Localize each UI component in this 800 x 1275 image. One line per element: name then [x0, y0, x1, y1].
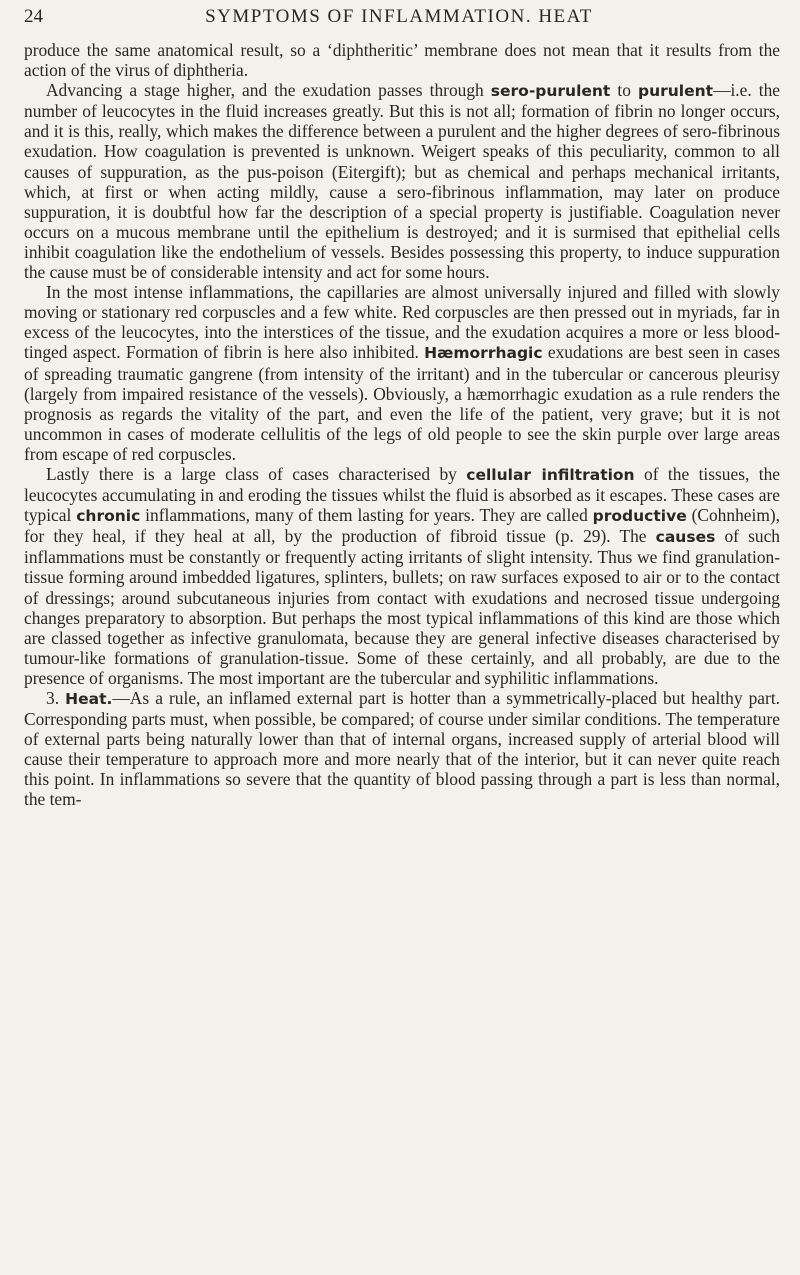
- paragraph: produce the same anatomical result, so a ‘diphtheritic’ membrane does not mean that it results from the action of the virus of diphtheria.: [24, 40, 780, 81]
- term-heat: Heat.: [65, 690, 113, 708]
- paragraph: Lastly there is a large class of cases characterised by cellular infiltration of the tissues, the leucocytes accumulating in and eroding the tissues whilst the fluid is absorbed as it escapes. These cases are typical chronic inflammations, many of them lasting for years. They are called productive (Cohnheim), for they heal, if they heal at all, by the production of fibroid tissue (p. 29). The causes of such inflammations must be constantly or frequently acting irritants of slight intensity. Thus we find granulation-tissue forming around imbedded ligatures, splinters, bullets; on raw surfaces exposed to air or to the contact of dressings; around subcutaneous injuries from contact with exudations and necrosed tissue undergoing changes preparatory to absorption. But perhaps the most typical inflammations of this kind are those which are classed together as infective granulomata, because they are general infective diseases characterised by tumour-like formations of granulation-tissue. Some of these certainly, and all probably, are due to the presence of organisms. The most important are the tubercular and syphilitic inflammations.: [24, 463, 781, 688]
- page-number: 24: [24, 6, 43, 27]
- term-causes: causes: [655, 528, 716, 547]
- term-haemorrhagic: Hæmorrhagic: [424, 344, 543, 363]
- term-purulent: purulent: [637, 82, 714, 101]
- running-head: SYMPTOMS OF INFLAMMATION. HEAT: [205, 6, 593, 27]
- term-productive: productive: [592, 507, 687, 526]
- term-sero-purulent: sero-purulent: [490, 82, 611, 101]
- body-text: [24, 40, 780, 810]
- paragraph: Advancing a stage higher, and the exudation passes through sero-purulent to purulent—i.e. the number of leucocytes in the fluid increases greatly. But this is not all; formation of fibrin no longer occurs, and it is this, really, which makes the difference between a purulent and the higher degrees of sero-fibrinous exudation. How coagulation is prevented is unknown. Weigert speaks of this peculiarity, common to all causes of suppuration, as the pus-poison (Eitergift); but as chemical and perhaps mechanical irritants, which, at first or when acting mildly, cause a sero-fibrinous inflammation, may later on produce suppuration, it is doubtful how far the description of a special property is justifiable. Coagulation never occurs on a mucous membrane until the epithelium is destroyed; and it is surmised that epithelial cells inhibit coagulation like the endothelium of vessels. Besides possessing this property, to induce suppuration the cause must be of considerable intensity and act for some hours.: [24, 80, 780, 283]
- paragraph: In the most intense inflammations, the capillaries are almost universally injured and filled with slowly moving or stationary red corpuscles and a few white. Red corpuscles are then pressed out in myriads, far in excess of the leucocytes, into the interstices of the tissue, and the exudation acquires a more or less blood-tinged aspect. Formation of fibrin is here also inhibited. Hæmorrhagic exudations are best seen in cases of spreading traumatic gangrene (from intensity of the irritant) and in the tubercular or cancerous pleurisy (largely from impaired resistance of the vessels). Obviously, a hæmorrhagic exudation as a rule renders the prognosis as regards the vitality of the part, and even the life of the patient, very grave; but it is not uncommon in cases of moderate cellulitis of the legs of old people to see the skin purple over large areas from escape of red corpuscles.: [24, 282, 780, 464]
- paragraph: 3. Heat.—As a rule, an inflamed external part is hotter than a symmetrically-placed but healthy part. Corresponding parts must, when possible, be compared; of course under similar conditions. The temperature of external parts being naturally lower than that of internal organs, increased supply of arterial blood will cause their temperature to approach more and more nearly that of the interior, but it can never quite reach this point. In inflammations so severe that the quantity of blood passing through a part is less than normal, the tem-: [24, 688, 780, 810]
- term-chronic: chronic: [76, 507, 141, 526]
- page-header: [24, 6, 774, 36]
- term-cellular-infiltration: cellular infiltration: [466, 465, 635, 484]
